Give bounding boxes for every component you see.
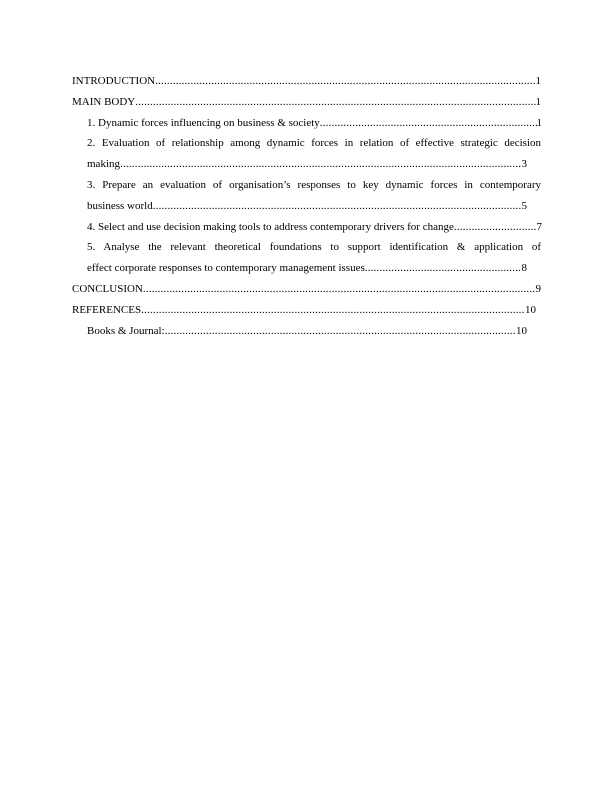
toc-leader-dots	[135, 92, 535, 113]
toc-page-number: 1	[535, 75, 541, 87]
toc-leader-dots	[165, 321, 516, 342]
toc-page-number: 9	[535, 282, 541, 295]
toc-entry-label: 1. Dynamic forces influencing on business & society	[87, 116, 320, 129]
toc-page-number: 5	[521, 199, 527, 212]
toc-page-number: 1	[536, 116, 542, 129]
toc-page-number: 3	[521, 158, 527, 171]
toc-page-number: 10	[525, 303, 536, 316]
toc-entry-label-line1: 5. Analyse the relevant theoretical foundations to support identification & application of	[87, 241, 541, 254]
toc-entry-introduction[interactable]	[72, 71, 541, 92]
toc-entry-label-line2: effect corporate responses to contemporary management issues	[87, 262, 365, 275]
toc-leader-dots	[120, 154, 522, 175]
toc-page-number: 8	[521, 262, 527, 275]
toc-entry-theoretical-foundations[interactable]	[72, 237, 541, 279]
toc-entry-label: REFERENCES	[72, 303, 142, 316]
toc-entry-label-line1: 3. Prepare an evaluation of organisation’s responses to key dynamic forces in contemporary	[87, 178, 541, 191]
toc-leader-dots	[141, 300, 525, 321]
toc-page-number: 10	[516, 324, 527, 337]
toc-entry-books-journal[interactable]	[72, 321, 527, 342]
toc-leader-dots	[365, 258, 522, 279]
toc-entry-label: MAIN BODY	[72, 95, 136, 108]
toc-page-number: 1	[535, 95, 541, 108]
toc-entry-label-line1: 2. Evaluation of relationship among dynamic forces in relation of effective strategic decision	[87, 137, 541, 150]
toc-entry-label: 4. Select and use decision making tools to address contemporary drivers for change	[87, 220, 454, 233]
toc-page-number: 7	[536, 220, 542, 233]
toc-leader-dots	[143, 279, 536, 300]
toc-leader-dots	[153, 196, 522, 217]
toc-entry-organisation-responses[interactable]	[72, 175, 541, 217]
toc-entry-evaluation-relationship[interactable]	[72, 133, 541, 175]
toc-entry-label-line2: business world	[87, 199, 153, 212]
toc-entry-label: Books & Journal:	[87, 324, 165, 337]
toc-entry-label: INTRODUCTION	[72, 75, 156, 87]
toc-entry-conclusion[interactable]	[72, 279, 541, 300]
toc-entry-references[interactable]	[72, 300, 536, 321]
toc-leader-dots	[454, 217, 537, 238]
table-of-contents	[72, 71, 541, 341]
toc-leader-dots	[155, 71, 535, 92]
toc-leader-dots	[320, 113, 537, 134]
toc-entry-label-line2: making	[87, 158, 120, 171]
toc-entry-main-body[interactable]	[72, 92, 541, 113]
toc-entry-dynamic-forces[interactable]	[72, 113, 542, 134]
toc-entry-decision-tools[interactable]	[72, 217, 542, 238]
toc-entry-label: CONCLUSION	[72, 282, 143, 295]
